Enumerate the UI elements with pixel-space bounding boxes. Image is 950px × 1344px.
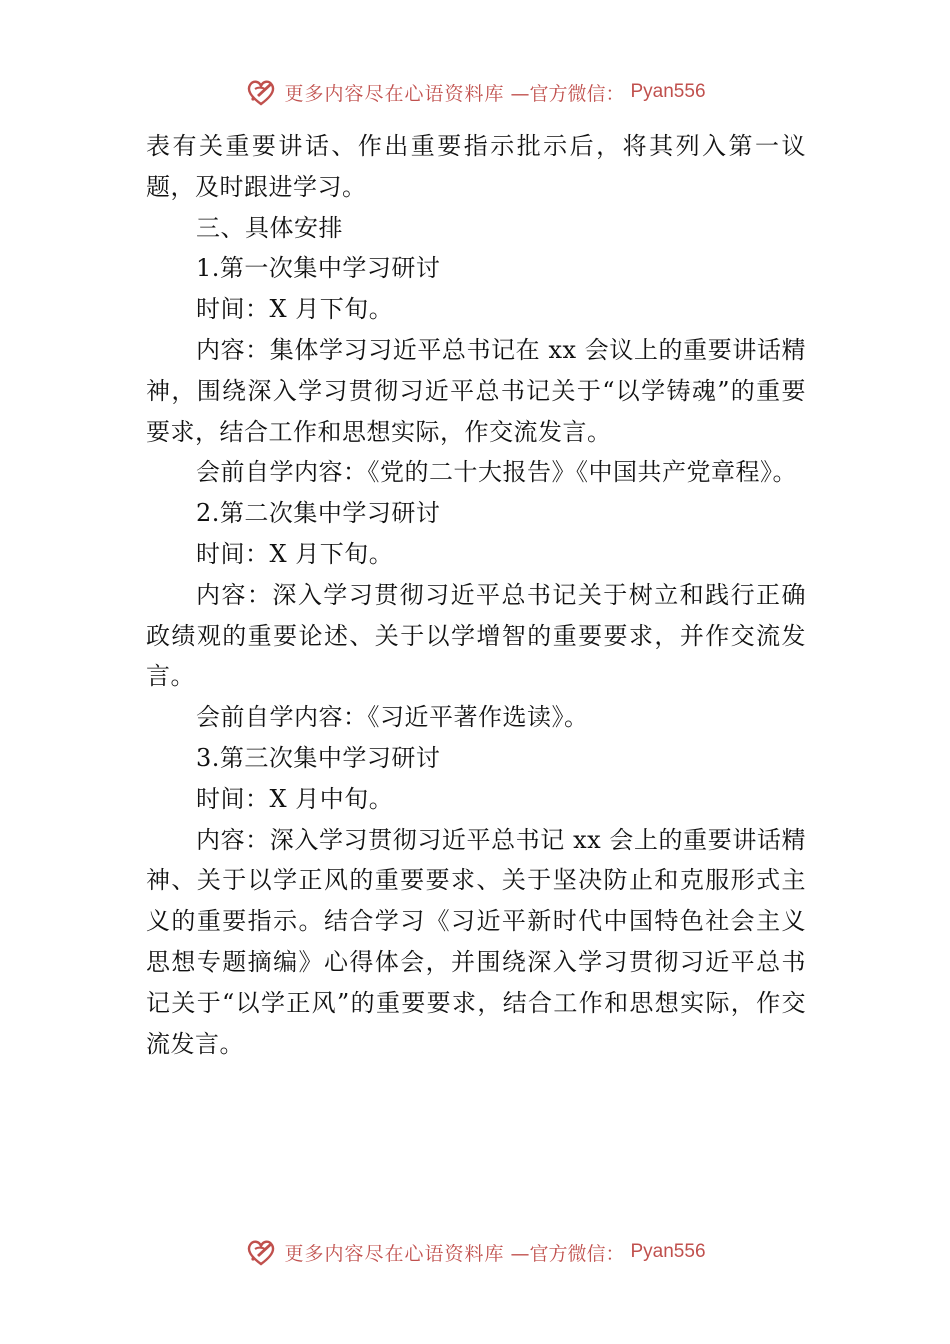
banner-wechat-id: Pyan556 bbox=[630, 1241, 706, 1262]
header-banner bbox=[0, 72, 950, 112]
banner-title: 更多内容尽在心语资料库 bbox=[284, 1242, 505, 1265]
banner-wechat-id: Pyan556 bbox=[630, 81, 706, 102]
session-3-content: 内容：深入学习贯彻习近平总书记 xx 会上的重要讲话精神、关于以学正风的重要要求、关于坚决防止和克服形式主义的重要指示。结合学习《习近平新时代中国特色社会主义思想专题摘编》心得体会，并围绕深入学习贯彻习近平总书记关于“以学正风”的重要要求，结合工作和思想实际，作交流发言。 bbox=[146, 825, 806, 1058]
session-3-heading: 3.第三次集中学习研讨 bbox=[196, 743, 441, 772]
session-3-time: 时间：X 月中旬。 bbox=[196, 784, 394, 813]
session-1-heading: 1.第一次集中学习研讨 bbox=[196, 254, 441, 283]
session-2-self-study: 会前自学内容：《习近平著作选读》。 bbox=[196, 703, 589, 732]
session-2-heading: 2.第二次集中学习研讨 bbox=[196, 499, 441, 528]
section-heading: 三、具体安排 bbox=[196, 213, 343, 242]
heart-pen-logo-icon bbox=[244, 1235, 278, 1269]
session-2-time: 时间：X 月下旬。 bbox=[196, 539, 394, 568]
session-1-self-study: 会前自学内容：《党的二十大报告》《中国共产党章程》。 bbox=[196, 458, 797, 487]
banner-wechat-label: —官方微信： bbox=[510, 82, 625, 105]
banner-wechat-label: —官方微信： bbox=[510, 1242, 625, 1265]
heart-pen-logo-icon bbox=[244, 75, 278, 109]
session-1-time: 时间：X 月下旬。 bbox=[196, 295, 394, 324]
session-2-content: 内容：深入学习贯彻习近平总书记关于树立和践行正确政绩观的重要论述、关于以学增智的重要要求，并作交流发言。 bbox=[146, 580, 806, 691]
paragraph-continuation: 表有关重要讲话、作出重要指示批示后，将其列入第一议题，及时跟进学习。 bbox=[146, 132, 806, 201]
footer-banner bbox=[0, 1232, 950, 1272]
document-body bbox=[146, 126, 806, 1064]
banner-title: 更多内容尽在心语资料库 bbox=[284, 82, 505, 105]
session-1-content: 内容：集体学习习近平总书记在 xx 会议上的重要讲话精神，围绕深入学习贯彻习近平总书记关于“以学铸魂”的重要要求，结合工作和思想实际，作交流发言。 bbox=[146, 335, 806, 446]
